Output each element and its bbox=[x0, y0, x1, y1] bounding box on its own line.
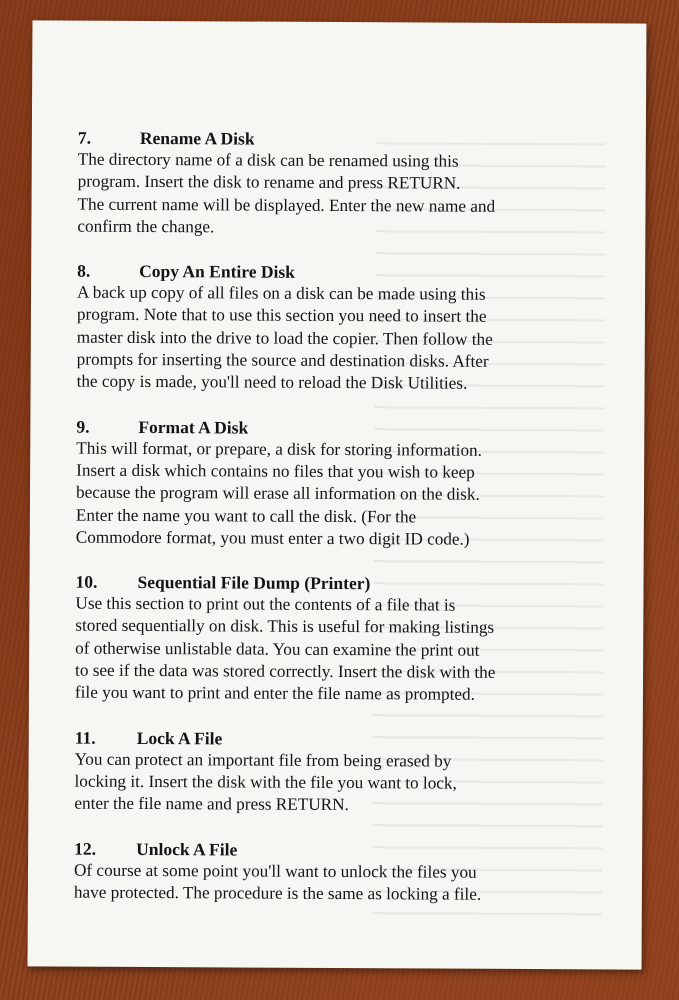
body-text-line: of otherwise unlistable data. You can examine the print out bbox=[75, 638, 480, 660]
section-4 bbox=[75, 571, 616, 707]
section-heading bbox=[75, 571, 615, 596]
body-text-line: You can protect an important file from being erased by bbox=[74, 749, 452, 771]
body-text-line: The directory name of a disk can be renamed using this bbox=[77, 149, 459, 171]
body-text-line: the copy is made, you'll need to reload the Disk Utilities. bbox=[76, 372, 468, 394]
section-number: 7. bbox=[77, 127, 92, 148]
body-text-line: The current name will be displayed. Enter the new name and bbox=[77, 194, 496, 216]
body-text-line: enter the file name and press RETURN. bbox=[74, 793, 349, 815]
body-text-line: Insert a disk which contains no files that you wish to keep bbox=[76, 460, 475, 482]
body-text-line: prompts for inserting the source and destination disks. After bbox=[76, 349, 489, 371]
body-text-line: locking it. Insert the disk with the file you want to lock, bbox=[74, 771, 457, 793]
section-6 bbox=[74, 837, 614, 906]
body-text-line: have protected. The procedure is the same as locking a file. bbox=[73, 882, 482, 904]
body-text-line: This will format, or prepare, a disk for storing information. bbox=[76, 438, 483, 460]
section-title: Copy An Entire Disk bbox=[139, 261, 295, 282]
body-text-line: to see if the data was stored correctly. Insert the disk with the bbox=[75, 660, 496, 682]
body-text-line: because the program will erase all information on the disk. bbox=[75, 482, 480, 505]
section-heading bbox=[74, 837, 614, 862]
body-text-line: Commodore format, you must enter a two digit ID code.) bbox=[75, 527, 470, 549]
section-1 bbox=[77, 127, 618, 241]
section-number: 8. bbox=[77, 260, 91, 281]
body-text-line: Enter the name you want to call the disk. (For the bbox=[75, 505, 417, 526]
body-text-line: program. Note that to use this section you need to insert the bbox=[76, 305, 487, 327]
body-text-line: Of course at some point you'll want to unlock the files you bbox=[73, 860, 477, 882]
body-text-line: Use this section to print out the contents of a file that is bbox=[75, 593, 456, 615]
section-title: Sequential File Dump (Printer) bbox=[137, 572, 371, 594]
section-number: 9. bbox=[76, 416, 90, 437]
section-title: Format A Disk bbox=[138, 416, 249, 438]
section-number: 12. bbox=[74, 838, 97, 859]
body-text-line: confirm the change. bbox=[77, 216, 215, 237]
page-content bbox=[74, 127, 618, 929]
section-heading bbox=[77, 260, 617, 285]
body-text-line: master disk into the drive to load the copier. Then follow the bbox=[76, 327, 493, 349]
body-text-line: stored sequentially on disk. This is useful for making listings bbox=[75, 616, 495, 638]
section-title: Unlock A File bbox=[136, 838, 238, 860]
section-number: 10. bbox=[75, 571, 98, 592]
section-heading bbox=[76, 415, 616, 440]
section-2 bbox=[77, 260, 618, 396]
section-number: 11. bbox=[74, 727, 96, 748]
body-text-line: file you want to print and enter the file name as prompted. bbox=[74, 682, 475, 705]
body-text-line: program. Insert the disk to rename and press RETURN. bbox=[77, 171, 461, 193]
section-3 bbox=[76, 415, 617, 551]
body-text-line: A back up copy of all files on a disk can be made using this bbox=[77, 282, 486, 304]
section-title: Lock A File bbox=[136, 727, 223, 749]
section-heading bbox=[78, 127, 618, 152]
section-5 bbox=[74, 726, 614, 818]
section-title: Rename A Disk bbox=[139, 127, 255, 149]
manual-page bbox=[28, 20, 647, 969]
section-heading bbox=[75, 726, 615, 751]
